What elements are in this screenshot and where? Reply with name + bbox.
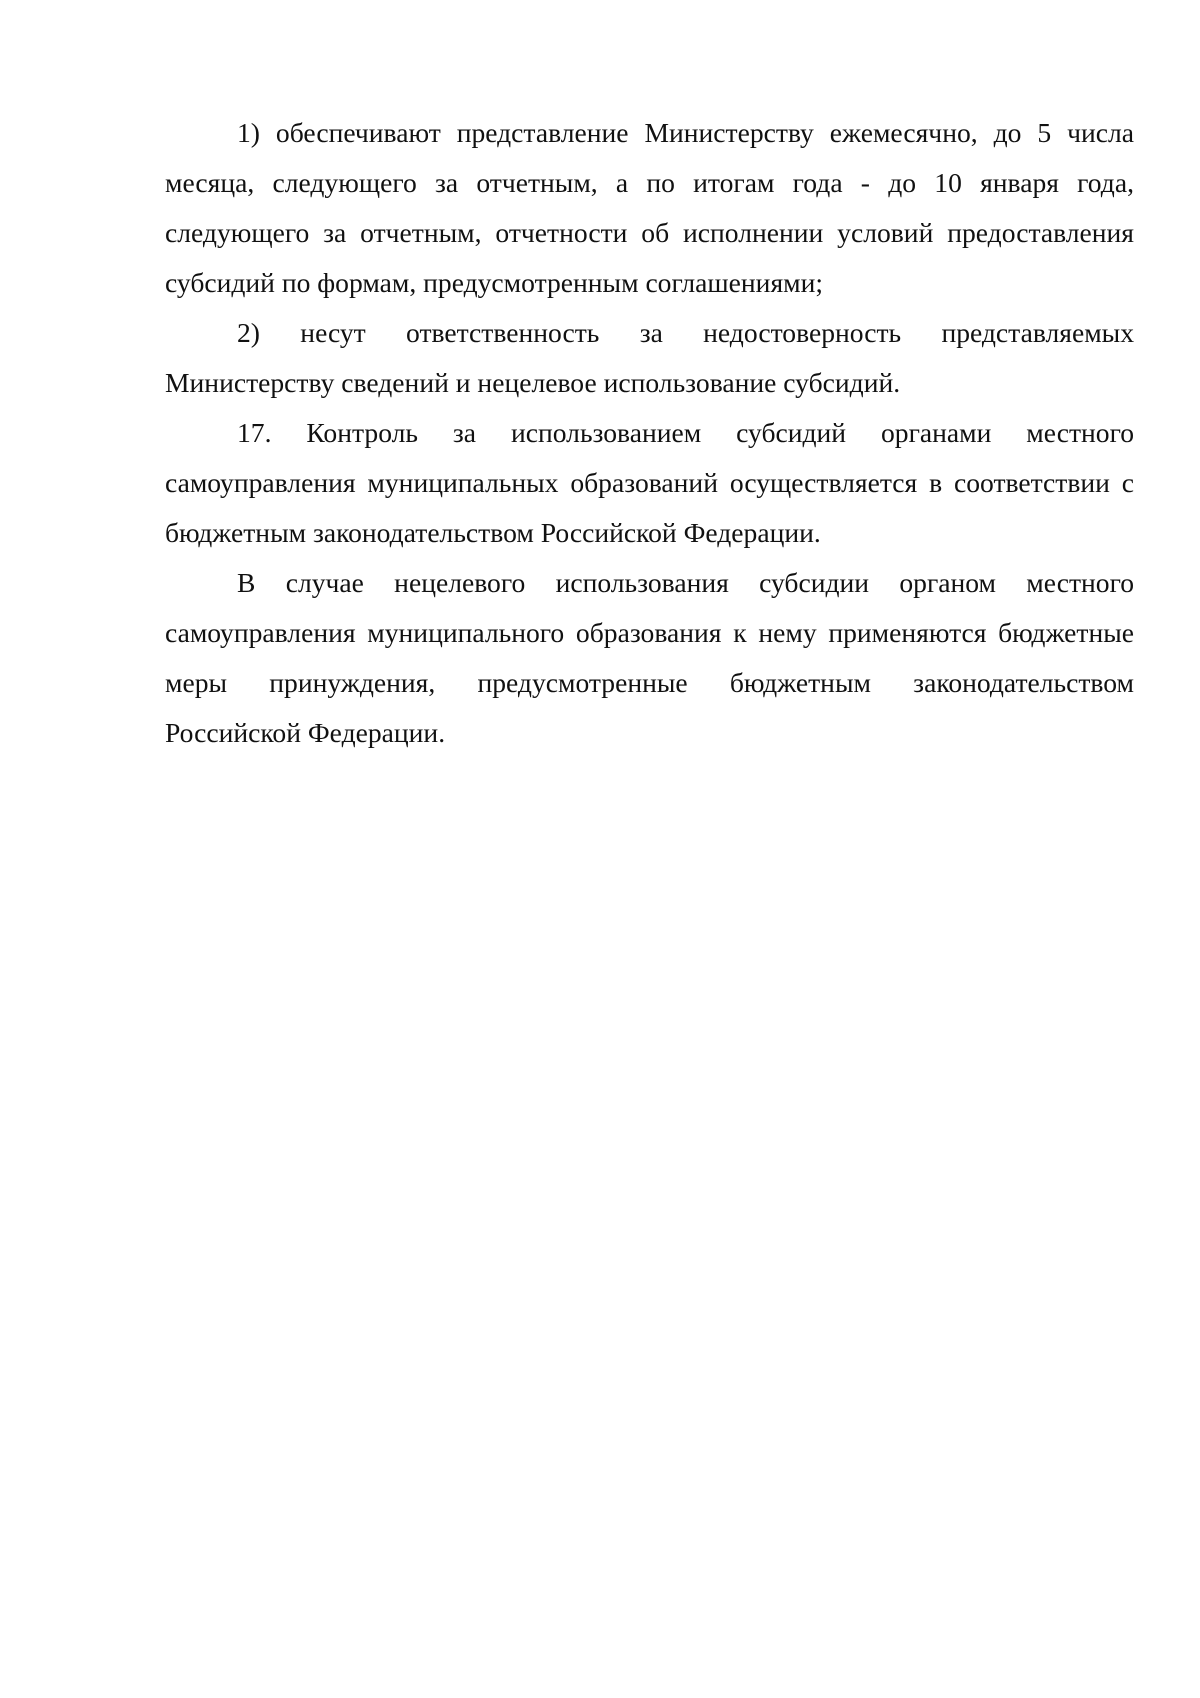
paragraph-subitem-1: 1) обеспечивают представление Министерству ежемесячно, до 5 числа месяца, следующего за отчетным, а по итогам года - до 10 января года, следующего за отчетным, отчетности об исполнении условий предоставления субсидий по формам, предусмотренным соглашениями; (165, 117, 1134, 298)
paragraph-misuse-measures: В случае нецелевого использования субсидии органом местного самоуправления муниципального образования к нему применяются бюджетные меры принуждения, предусмотренные бюджетным законодательством Российской Федерации. (165, 567, 1134, 748)
paragraph-clause-17: 17. Контроль за использованием субсидий органами местного самоуправления муниципальных образований осуществляется в соответствии с бюджетным законодательством Российской Федерации. (165, 417, 1134, 548)
document-body (165, 108, 1134, 758)
paragraph-subitem-2: 2) несут ответственность за недостоверность представляемых Министерству сведений и нецелевое использование субсидий. (165, 317, 1134, 398)
